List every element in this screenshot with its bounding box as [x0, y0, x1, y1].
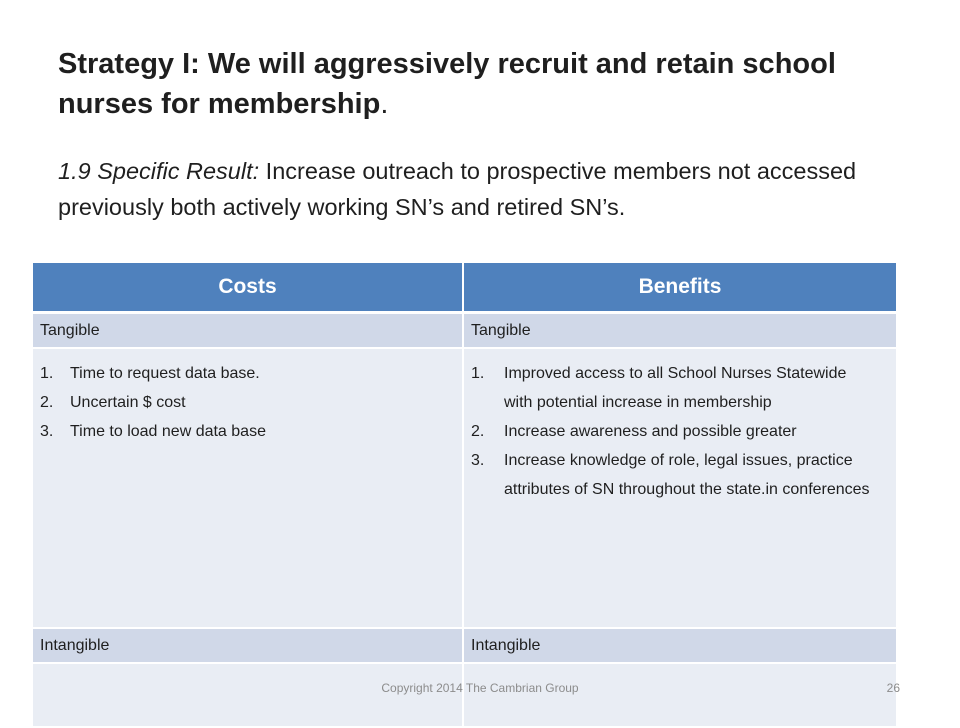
benefits-list-item	[471, 417, 896, 446]
benefits-tangible-label: Tangible	[463, 313, 896, 349]
costs-intangible-cell	[33, 663, 463, 727]
result-label: 1.9 Specific Result:	[58, 158, 260, 184]
list-number: 3.	[40, 423, 54, 440]
costs-intangible-label: Intangible	[33, 628, 463, 663]
list-item-text: Increase awareness and possible greater	[504, 423, 797, 440]
benefits-list-item	[471, 446, 896, 504]
list-item-text: Time to request data base.	[70, 365, 260, 382]
cost-benefit-table	[33, 263, 896, 728]
title-period: .	[380, 88, 389, 120]
list-number: 1.	[471, 365, 485, 382]
title-text: Strategy I: We will aggressively recruit and retain school nurses for membership	[58, 48, 836, 120]
list-item-text: Uncertain $ cost	[70, 394, 186, 411]
list-number: 2.	[40, 394, 54, 411]
specific-result	[58, 153, 898, 225]
costs-header: Costs	[33, 263, 463, 313]
items-row	[33, 348, 896, 628]
benefits-intangible-label: Intangible	[463, 628, 896, 663]
list-number: 2.	[471, 423, 485, 440]
benefits-header: Benefits	[463, 263, 896, 313]
list-item-text: Improved access to all School Nurses Statewide with potential increase in membership	[504, 365, 847, 411]
benefits-intangible-cell	[463, 663, 896, 727]
costs-items-cell	[33, 348, 463, 628]
intangible-items-row	[33, 663, 896, 727]
tangible-row	[33, 313, 896, 349]
result-body: Increase outreach to prospective members not accessed previously both actively working SN’s and retired SN’s.	[58, 158, 857, 220]
page-number: 26	[886, 681, 900, 695]
costs-list-item	[40, 388, 462, 417]
footer-copyright: Copyright 2014 The Cambrian Group	[381, 681, 579, 695]
intangible-row	[33, 628, 896, 663]
costs-list	[40, 359, 462, 446]
benefits-items-cell	[463, 348, 896, 628]
costs-list-item	[40, 359, 462, 388]
costs-list-item	[40, 417, 462, 446]
benefits-list	[471, 359, 896, 504]
benefits-list-item	[471, 359, 896, 417]
table-header-row	[33, 263, 896, 313]
list-item-text: Time to load new data base	[70, 423, 266, 440]
list-item-text: Increase knowledge of role, legal issues, practice attributes of SN throughout the state.in conferences	[504, 452, 870, 498]
costs-tangible-label: Tangible	[33, 313, 463, 349]
list-number: 3.	[471, 452, 485, 469]
list-number: 1.	[40, 365, 54, 382]
slide-title	[58, 44, 918, 124]
